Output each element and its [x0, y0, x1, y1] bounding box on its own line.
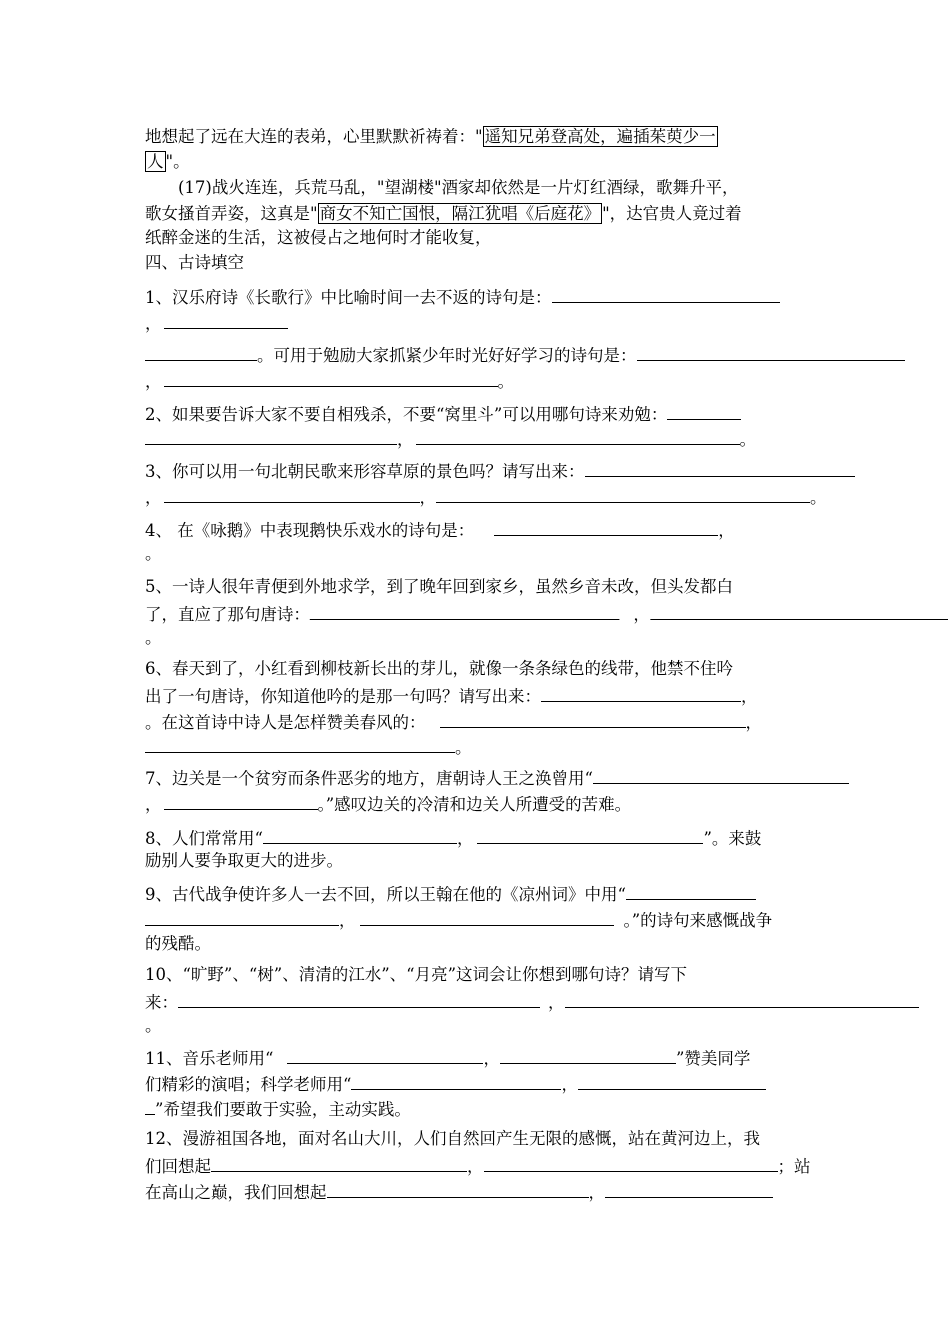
q11-line-2: 们精彩的演唱；科学老师用“ ， [145, 1072, 766, 1096]
blank[interactable] [145, 735, 455, 753]
blank[interactable] [637, 343, 905, 361]
q5-line-2: 了，直应了那句唐诗： ， [145, 602, 948, 626]
q12-line-3: 在高山之巅，我们回想起 ， [145, 1180, 773, 1204]
q8-line-1: 8、人们常常用“ ， ”。来鼓 [145, 826, 761, 850]
blank[interactable] [145, 1097, 155, 1115]
blank[interactable] [500, 1046, 676, 1064]
blank[interactable] [310, 602, 620, 620]
blank[interactable] [178, 990, 540, 1008]
q6-line-4: 。 [145, 735, 472, 759]
blank[interactable] [440, 710, 746, 728]
q2-line-1: 2、如果要告诉大家不要自相残杀，不要“窝里斗”可以用哪句诗来劝勉： [145, 402, 741, 426]
answer-box: 商女不知亡国恨，隔江犹唱《后庭花》 [319, 204, 601, 223]
blank[interactable] [477, 826, 703, 844]
blank[interactable] [667, 402, 741, 420]
q2-line-2: ， 。 [145, 427, 756, 451]
blank[interactable] [145, 343, 257, 361]
q7-line-1: 7、边关是一个贫穷而条件恶劣的地方，唐朝诗人王之涣曾用“ [145, 766, 849, 790]
q4-line-2: 。 [145, 544, 162, 563]
blank[interactable] [263, 826, 457, 844]
blank[interactable] [351, 1072, 561, 1090]
q11-line-3: ”希望我们要敢于实验，主动实践。 [145, 1097, 411, 1121]
blank[interactable] [626, 882, 756, 900]
top-line-1: 地想起了远在大连的表弟，心里默默祈祷着：" 遥知兄弟登高处，遍插茱萸少一 [145, 127, 716, 146]
blank[interactable] [164, 311, 288, 329]
top-line-4: 歌女搔首弄姿，这真是" 商女不知亡国恨，隔江犹唱《后庭花》 "，达官贵人竟过着 [145, 204, 742, 223]
top-line-2: 人 "。 [147, 152, 190, 171]
blank[interactable] [416, 427, 740, 445]
q4-line-1: 4、 在《咏鹅》中表现鹅快乐戏水的诗句是： ， [145, 518, 735, 542]
blank[interactable] [360, 908, 614, 926]
blank[interactable] [593, 766, 849, 784]
q7-line-2: ， 。”感叹边关的冷清和边关人所遭受的苦难。 [145, 792, 631, 816]
blank[interactable] [578, 1072, 766, 1090]
blank[interactable] [164, 792, 318, 810]
blank[interactable] [484, 1154, 778, 1172]
blank[interactable] [211, 1154, 467, 1172]
q1-line-1: 1、汉乐府诗《长歌行》中比喻时间一去不返的诗句是： [145, 285, 780, 309]
blank[interactable] [145, 908, 339, 926]
q6-line-3: 。在这首诗中诗人是怎样赞美春风的： ， [145, 710, 762, 734]
q11-line-1: 11、音乐老师用“ ， ”赞美同学 [145, 1046, 750, 1070]
q8-line-2: 励别人要争取更大的进步。 [145, 851, 343, 870]
q12-line-2: 们回想起 ， ；站 [145, 1154, 811, 1178]
q9-line-3: 的残酷。 [145, 934, 211, 953]
blank[interactable] [164, 485, 420, 503]
blank[interactable] [327, 1180, 589, 1198]
q5-line-1: 5、一诗人很年青便到外地求学，到了晚年回到家乡，虽然乡音未改，但头发都白 [145, 577, 733, 596]
q10-line-1: 10、“旷野”、“树”、清清的江水”、“月亮”这词会让你想到哪句诗？请写下 [145, 965, 688, 984]
blank[interactable] [585, 459, 855, 477]
q1-line-3: 。可用于勉励大家抓紧少年时光好好学习的诗句是： [145, 343, 905, 367]
section-heading: 四、古诗填空 [145, 253, 244, 272]
q5-line-3: 。 [145, 628, 162, 647]
q6-line-2: 出了一句唐诗，你知道他吟的是那一句吗？请写出来： ， [145, 684, 758, 708]
blank[interactable] [494, 518, 718, 536]
blank[interactable] [552, 285, 780, 303]
q12-line-1: 12、漫游祖国各地，面对名山大川，人们自然回产生无限的感慨，站在黄河边上，我 [145, 1129, 760, 1148]
blank[interactable] [605, 1180, 773, 1198]
blank[interactable] [436, 485, 810, 503]
answer-box: 人 [147, 152, 164, 171]
q3-line-1: 3、你可以用一句北朝民歌来形容草原的景色吗？请写出来： [145, 459, 855, 483]
blank[interactable] [164, 369, 498, 387]
blank[interactable] [287, 1046, 483, 1064]
q10-line-3: 。 [145, 1016, 162, 1035]
q3-line-2: ， ， 。 [145, 485, 827, 509]
q10-line-2: 来： ， [145, 990, 919, 1014]
blank[interactable] [650, 602, 948, 620]
q9-line-2: ， 。”的诗句来感慨战争 [145, 908, 772, 932]
q9-line-1: 9、古代战争使许多人一去不回，所以王翰在他的《凉州词》中用“ [145, 882, 756, 906]
q1-line-4: ， 。 [145, 369, 514, 393]
blank[interactable] [565, 990, 919, 1008]
q1-line-2: ， [145, 311, 288, 335]
answer-box: 遥知兄弟登高处，遍插茱萸少一 [484, 127, 716, 146]
top-line-5: 纸醉金迷的生活，这被侵占之地何时才能收复， [145, 228, 492, 247]
q6-line-1: 6、春天到了，小红看到柳枝新长出的芽儿，就像一条条绿色的线带，他禁不住吟 [145, 659, 733, 678]
blank[interactable] [541, 684, 741, 702]
blank[interactable] [145, 427, 397, 445]
top-line-3: (17)战火连连，兵荒马乱，"望湖楼"酒家却依然是一片灯红酒绿，歌舞升平， [178, 178, 739, 197]
